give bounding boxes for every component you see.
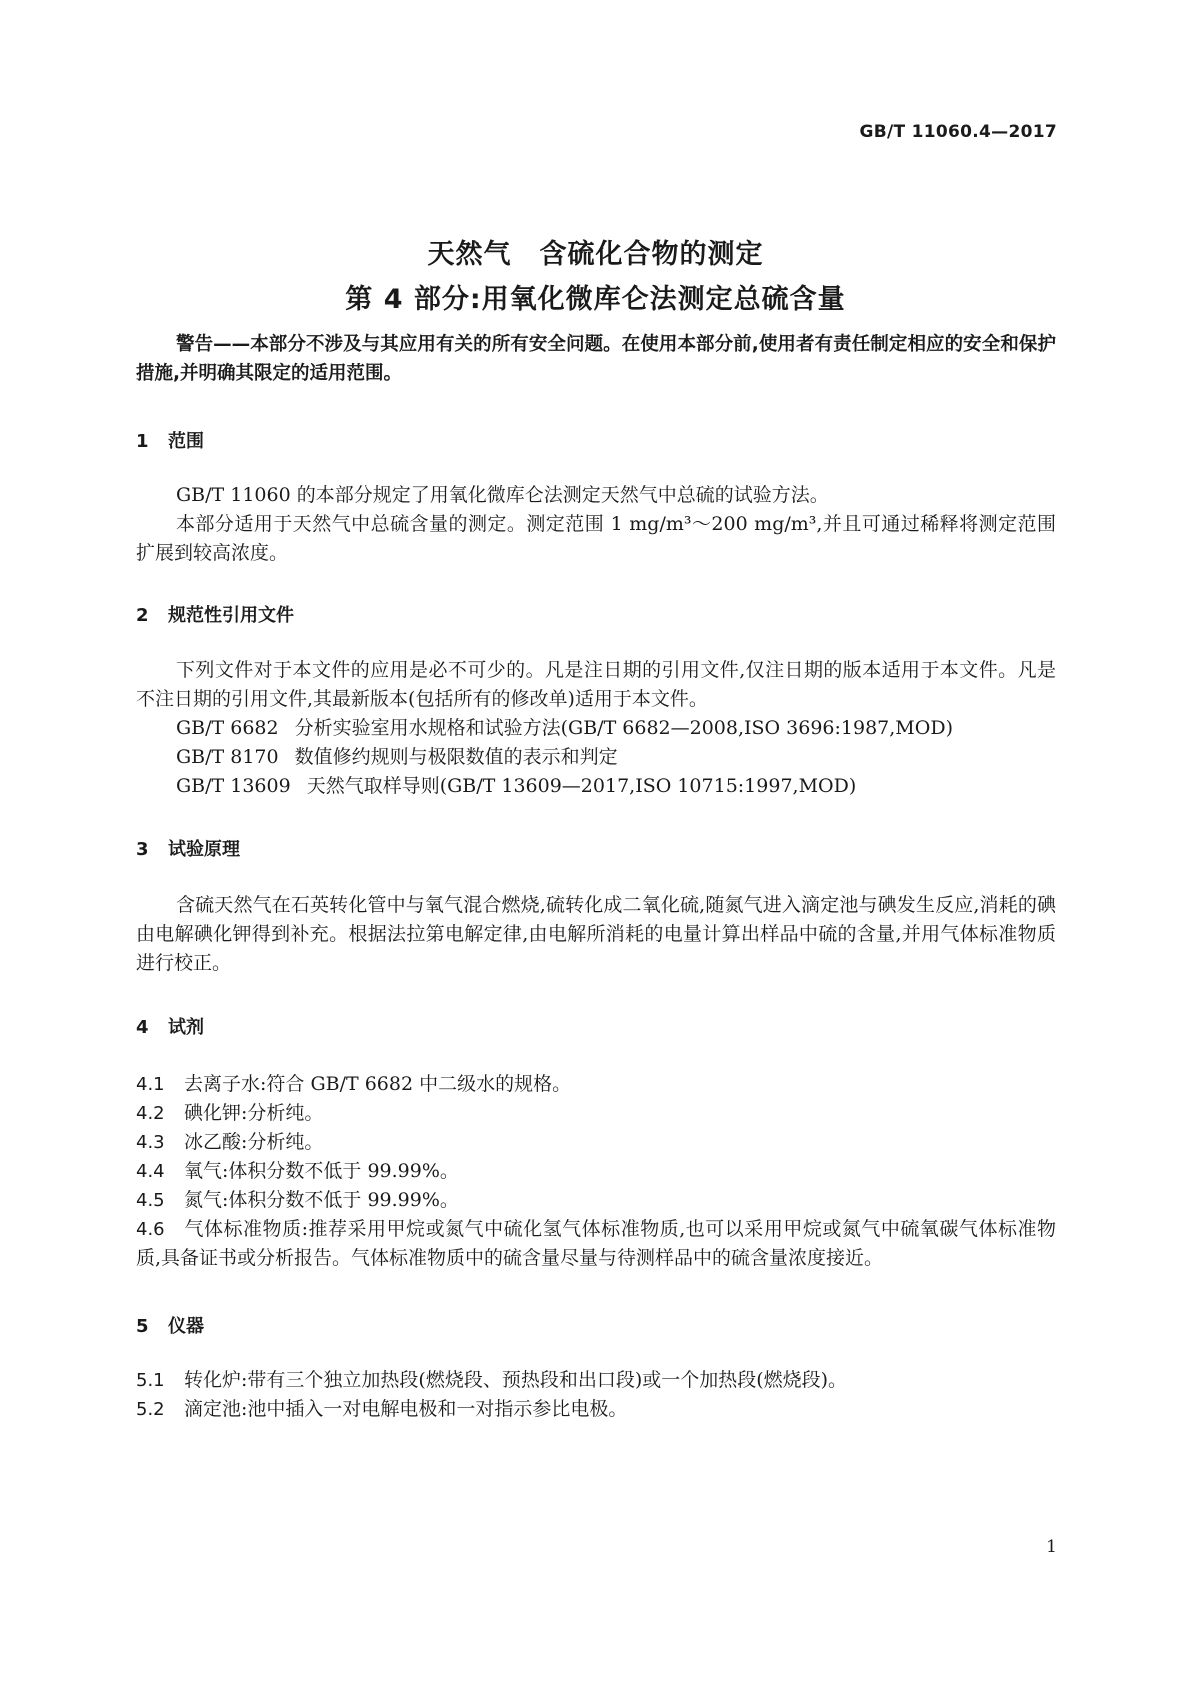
item-number: 4.3 (136, 1132, 165, 1153)
item-number: 4.6 (136, 1219, 165, 1240)
section-1-body (136, 481, 1056, 568)
item-text: 冰乙酸:分析纯。 (184, 1131, 324, 1153)
reference-title: 分析实验室用水规格和试验方法(GB/T 6682—2008,ISO 3696:1987,MOD) (294, 717, 953, 739)
section-5-heading (136, 1312, 204, 1338)
paragraph: 下列文件对于本文件的应用是必不可少的。凡是注日期的引用文件,仅注日期的版本适用于本文件。凡是不注日期的引用文件,其最新版本(包括所有的修改单)适用于本文件。 (136, 659, 1056, 710)
list-item (136, 1157, 1056, 1186)
reference-code: GB/T 13609 (176, 775, 291, 797)
standard-number: GB/T 11060.4—2017 (859, 122, 1057, 142)
item-text: 氧气:体积分数不低于 99.99%。 (184, 1160, 459, 1182)
item-text: 去离子水:符合 GB/T 6682 中二级水的规格。 (184, 1073, 572, 1095)
section-1-heading (136, 427, 204, 453)
reference-code: GB/T 8170 (176, 746, 279, 768)
list-item (136, 1215, 1056, 1273)
section-title: 试剂 (168, 1017, 204, 1038)
item-number: 5.2 (136, 1399, 165, 1420)
reference-item (136, 772, 1056, 801)
paragraph: 本部分适用于天然气中总硫含量的测定。测定范围 1 mg/m³～200 mg/m³,并且可通过稀释将测定范围扩展到较高浓度。 (136, 513, 1056, 564)
section-number: 1 (136, 431, 149, 452)
item-number: 4.4 (136, 1161, 165, 1182)
warning-text: 警告——本部分不涉及与其应用有关的所有安全问题。在使用本部分前,使用者有责任制定相应的安全和保护措施,并明确其限定的适用范围。 (136, 334, 1056, 384)
section-title: 范围 (168, 431, 204, 452)
item-text: 气体标准物质:推荐采用甲烷或氮气中硫化氢气体标准物质,也可以采用甲烷或氮气中硫氧碳气体标准物质,具备证书或分析报告。气体标准物质中的硫含量尽量与待测样品中的硫含量浓度接近。 (136, 1218, 1056, 1269)
section-2-body (136, 656, 1056, 801)
list-item (136, 1366, 1056, 1395)
section-title: 规范性引用文件 (168, 605, 294, 626)
page-number: 1 (1046, 1537, 1057, 1557)
item-number: 5.1 (136, 1370, 165, 1391)
list-item (136, 1128, 1056, 1157)
section-title: 试验原理 (168, 839, 240, 860)
item-number: 4.2 (136, 1103, 165, 1124)
item-text: 氮气:体积分数不低于 99.99%。 (184, 1189, 459, 1211)
list-item (136, 1395, 1056, 1424)
paragraph: GB/T 11060 的本部分规定了用氧化微库仑法测定天然气中总硫的试验方法。 (176, 484, 829, 506)
section-3-body (136, 891, 1056, 978)
section-4-body (136, 1070, 1056, 1273)
reference-title: 天然气取样导则(GB/T 13609—2017,ISO 10715:1997,MOD) (306, 775, 857, 797)
section-4-heading (136, 1013, 204, 1039)
section-number: 2 (136, 605, 149, 626)
item-number: 4.5 (136, 1190, 165, 1211)
item-number: 4.1 (136, 1074, 165, 1095)
list-item (136, 1099, 1056, 1128)
document-title-line-1: 天然气 含硫化合物的测定 (427, 239, 764, 270)
item-text: 转化炉:带有三个独立加热段(燃烧段、预热段和出口段)或一个加热段(燃烧段)。 (184, 1369, 848, 1391)
section-number: 5 (136, 1316, 149, 1337)
section-3-heading (136, 835, 240, 861)
reference-code: GB/T 6682 (176, 717, 279, 739)
reference-item (136, 714, 1056, 743)
section-title: 仪器 (168, 1316, 204, 1337)
warning-block (136, 330, 1056, 388)
section-5-body (136, 1366, 1056, 1424)
section-2-heading (136, 601, 294, 627)
document-title-line-2: 第 4 部分:用氧化微库仑法测定总硫含量 (345, 284, 846, 315)
section-number: 3 (136, 839, 149, 860)
item-text: 碘化钾:分析纯。 (184, 1102, 324, 1124)
item-text: 滴定池:池中插入一对电解电极和一对指示参比电极。 (184, 1398, 628, 1420)
section-number: 4 (136, 1017, 149, 1038)
paragraph: 含硫天然气在石英转化管中与氧气混合燃烧,硫转化成二氧化硫,随氮气进入滴定池与碘发生反应,消耗的碘由电解碘化钾得到补充。根据法拉第电解定律,由电解所消耗的电量计算出样品中硫的含量,并用气体标准物质进行校正。 (136, 894, 1056, 974)
list-item (136, 1070, 1056, 1099)
reference-item (136, 743, 1056, 772)
list-item (136, 1186, 1056, 1215)
reference-title: 数值修约规则与极限数值的表示和判定 (294, 746, 618, 768)
